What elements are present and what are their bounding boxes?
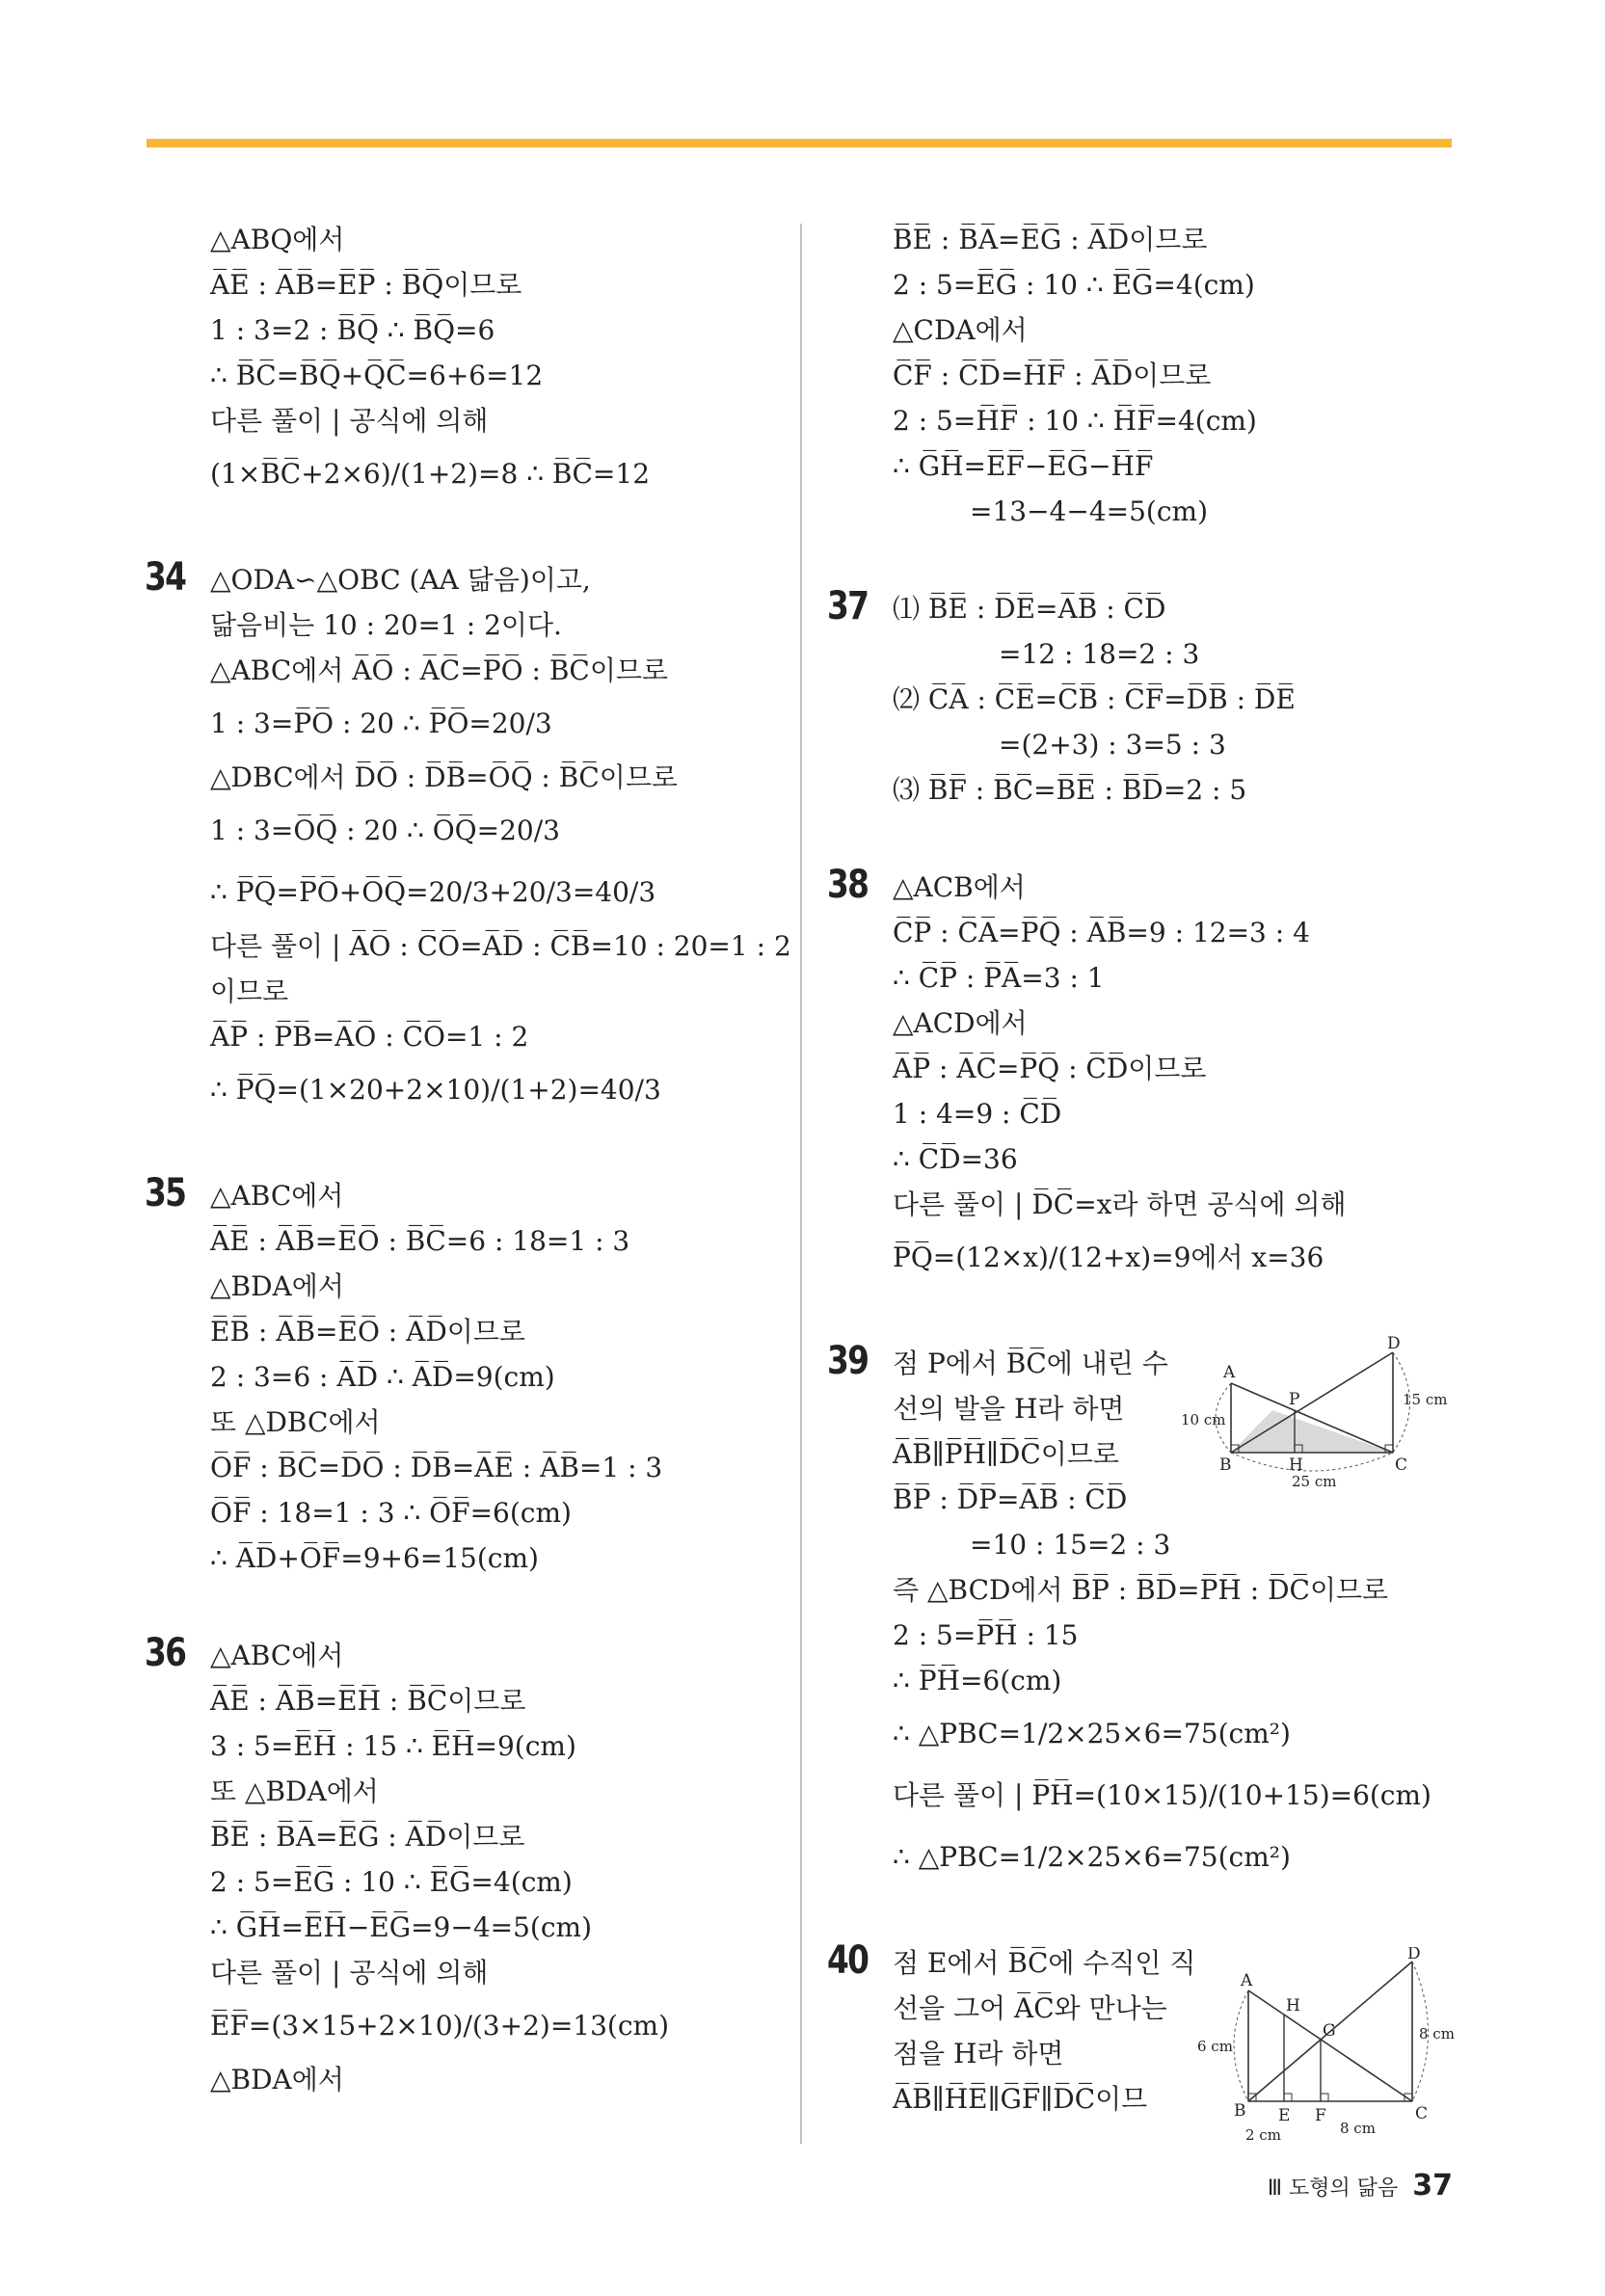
- solution-line: △DBC에서 D̅O̅ : D̅B̅=O̅Q̅ : B̅C̅이므로: [210, 761, 678, 793]
- solution-line: △ABQ에서: [210, 224, 345, 255]
- problem-34: [145, 555, 791, 1121]
- solution-line: △ODA∽△OBC (AA 닮음)이고,: [210, 564, 591, 596]
- point-label-c: C: [1395, 1455, 1408, 1475]
- problem-37: [827, 586, 1492, 813]
- solution-line: △ABC에서: [210, 1640, 344, 1671]
- solution-line: =13−4−4=5(cm): [970, 495, 1208, 527]
- solution-line: A̅B̅∥H̅E̅∥G̅F̅∥D̅C̅이므: [893, 2083, 1148, 2115]
- point-label-p: P: [1289, 1390, 1300, 1409]
- problem-number: 39: [827, 1339, 869, 1383]
- solution-line: (1×B̅C̅+2×6)/(1+2)=8 ∴ B̅C̅=12: [210, 458, 651, 490]
- solution-line: △CDA에서: [893, 314, 1028, 346]
- point-label-c: C: [1415, 2104, 1429, 2123]
- solution-line: ∴ B̅C̅=B̅Q̅+Q̅C̅=6+6=12: [210, 360, 544, 391]
- solution-line: C̅P̅ : C̅A̅=P̅Q̅ : A̅B̅=9 : 12=3 : 4: [893, 917, 1310, 948]
- dimension-fc: 8 cm: [1340, 2120, 1376, 2137]
- problem-36-continued: [827, 217, 1492, 534]
- solution-line: △ABC에서 A̅O̅ : A̅C̅=P̅O̅ : B̅C̅이므로: [210, 654, 668, 686]
- alternative-solution-line: 다른 풀이 | 공식에 의해: [210, 1957, 489, 1989]
- solution-line: A̅P̅ : A̅C̅=P̅Q̅ : C̅D̅이므로: [893, 1053, 1207, 1084]
- alternative-solution-line: 다른 풀이 | A̅O̅ : C̅O̅=A̅D̅ : C̅B̅=10 : 20=1 : 2: [210, 930, 791, 962]
- solution-line: ∴ C̅D̅=36: [893, 1143, 1018, 1175]
- point-label-e: E: [1278, 2106, 1291, 2125]
- point-label-a: A: [1241, 1971, 1253, 1990]
- left-column: [145, 217, 791, 2102]
- problem-38: [827, 865, 1492, 1289]
- solution-line: △ABC에서: [210, 1180, 344, 1212]
- problem-33-continued: [145, 217, 781, 505]
- solution-line: 즉 △BCD에서 B̅P̅ : B̅D̅=P̅H̅ : D̅C̅이므로: [893, 1574, 1389, 1606]
- solution-line: 또 △DBC에서: [210, 1406, 381, 1438]
- solution-line: 1 : 3=P̅O̅ : 20 ∴ P̅O̅=20/3: [210, 707, 552, 739]
- solution-line: ⑵ C̅A̅ : C̅E̅=C̅B̅ : C̅F̅=D̅B̅ : D̅E̅: [893, 683, 1296, 715]
- point-label-b: B: [1234, 2101, 1246, 2121]
- figure-40-diagram: [1195, 1947, 1465, 2145]
- solution-line: 점 E에서 B̅C̅에 수직인 직: [893, 1947, 1196, 1979]
- problem-number: 34: [145, 555, 186, 600]
- solution-line: 3 : 5=E̅H̅ : 15 ∴ E̅H̅=9(cm): [210, 1730, 576, 1762]
- point-label-h: H: [1286, 1996, 1300, 2016]
- header-accent-bar: [147, 139, 1452, 147]
- solution-line: 1 : 3=O̅Q̅ : 20 ∴ O̅Q̅=20/3: [210, 814, 560, 846]
- solution-line: ∴ G̅H̅=E̅H̅−E̅G̅=9−4=5(cm): [210, 1911, 592, 1943]
- solution-line: A̅E̅ : A̅B̅=E̅H̅ : B̅C̅이므로: [210, 1685, 526, 1717]
- problem-number: 37: [827, 584, 869, 628]
- page-number: 37: [1412, 2169, 1453, 2203]
- solution-line: ∴ P̅Q̅=(1×20+2×10)/(1+2)=40/3: [210, 1074, 661, 1106]
- solution-line: 2 : 5=E̅G̅ : 10 ∴ E̅G̅=4(cm): [893, 269, 1255, 301]
- point-label-d: D: [1407, 1947, 1421, 1963]
- solution-line: B̅E̅ : B̅A̅=E̅G̅ : A̅D̅이므로: [210, 1821, 525, 1853]
- solution-line: ∴ △PBC=1/2×25×6=75(cm²): [893, 1718, 1291, 1749]
- solution-line: 또 △BDA에서: [210, 1775, 379, 1807]
- chapter-title: Ⅲ 도형의 닮음: [1267, 2176, 1399, 2201]
- solution-line: ⑶ B̅F̅ : B̅C̅=B̅E̅ : B̅D̅=2 : 5: [893, 774, 1247, 806]
- solution-line: △BDA에서: [210, 1270, 344, 1302]
- solution-line: ∴ A̅D̅+O̅F̅=9+6=15(cm): [210, 1542, 539, 1574]
- dimension-dc: 8 cm: [1419, 2025, 1455, 2042]
- solution-line: =12 : 18=2 : 3: [999, 638, 1200, 670]
- problem-35: [145, 1173, 781, 1581]
- page-footer: [1268, 2169, 1453, 2203]
- solution-line: E̅B̅ : A̅B̅=E̅O̅ : A̅D̅이므로: [210, 1316, 525, 1348]
- problem-number: 36: [145, 1631, 186, 1675]
- solution-line: P̅Q̅=(12×x)/(12+x)=9에서 x=36: [893, 1241, 1324, 1273]
- alternative-solution-line: 다른 풀이 | D̅C̅=x라 하면 공식에 의해: [893, 1188, 1347, 1220]
- solution-line: 선을 그어 A̅C̅와 만나는: [893, 1992, 1167, 2024]
- solution-line: 점을 H라 하면: [893, 2038, 1064, 2069]
- solution-line: 2 : 5=H̅F̅ : 10 ∴ H̅F̅=4(cm): [893, 405, 1257, 437]
- solution-line: 2 : 5=P̅H̅ : 15: [893, 1619, 1079, 1651]
- point-label-f: F: [1315, 2106, 1326, 2125]
- point-label-a: A: [1223, 1363, 1236, 1382]
- dimension-bc: 25 cm: [1292, 1473, 1337, 1490]
- solution-line: =(2+3) : 3=5 : 3: [999, 729, 1226, 761]
- solution-line: ∴ P̅H̅=6(cm): [893, 1665, 1062, 1696]
- dimension-dc: 15 cm: [1403, 1391, 1448, 1408]
- dimension-be: 2 cm: [1245, 2126, 1281, 2144]
- solution-line: 2 : 5=E̅G̅ : 10 ∴ E̅G̅=4(cm): [210, 1866, 573, 1898]
- right-column: [827, 217, 1492, 2122]
- solution-line: ∴ △PBC=1/2×25×6=75(cm²): [893, 1841, 1291, 1873]
- solution-line: ∴ G̅H̅=E̅F̅−E̅G̅−H̅F̅: [893, 450, 1154, 482]
- solution-line: 점 P에서 B̅C̅에 내린 수: [893, 1348, 1168, 1379]
- solution-line: △ACB에서: [893, 871, 1026, 903]
- figure-39-diagram: [1181, 1335, 1460, 1499]
- point-label-b: B: [1219, 1455, 1232, 1475]
- solution-line: 1 : 4=9 : C̅D̅: [893, 1098, 1062, 1130]
- solution-line: =10 : 15=2 : 3: [970, 1529, 1171, 1561]
- problem-36: [145, 1633, 781, 2102]
- solution-line: ∴ P̅Q̅=P̅O̅+O̅Q̅=20/3+20/3=40/3: [210, 876, 656, 908]
- solution-line: A̅B̅∥P̅H̅∥D̅C̅이므로: [893, 1438, 1119, 1470]
- solution-line: 이므로: [210, 975, 289, 1007]
- point-label-g: G: [1323, 2021, 1336, 2041]
- solution-line: O̅F̅ : B̅C̅=D̅O̅ : D̅B̅=A̅E̅ : A̅B̅=1 : 3: [210, 1452, 663, 1483]
- solution-line: A̅P̅ : P̅B̅=A̅O̅ : C̅O̅=1 : 2: [210, 1021, 529, 1053]
- alternative-solution-line: 다른 풀이 | P̅H̅=(10×15)/(10+15)=6(cm): [893, 1779, 1431, 1811]
- solution-line: 1 : 3=2 : B̅Q̅ ∴ B̅Q̅=6: [210, 314, 495, 346]
- dimension-ab: 10 cm: [1181, 1411, 1226, 1428]
- solution-line: A̅E̅ : A̅B̅=E̅O̅ : B̅C̅=6 : 18=1 : 3: [210, 1225, 630, 1257]
- solution-line: B̅P̅ : D̅P̅=A̅B̅ : C̅D̅: [893, 1483, 1128, 1515]
- solution-line: C̅F̅ : C̅D̅=H̅F̅ : A̅D̅이므로: [893, 360, 1212, 391]
- problem-number: 38: [827, 863, 869, 907]
- solution-line: O̅F̅ : 18=1 : 3 ∴ O̅F̅=6(cm): [210, 1497, 572, 1529]
- column-divider: [800, 224, 802, 2144]
- solution-line: ⑴ B̅E̅ : D̅E̅=A̅B̅ : C̅D̅: [893, 593, 1166, 625]
- solution-line: B̅E̅ : B̅A̅=E̅G̅ : A̅D̅이므로: [893, 224, 1208, 255]
- solution-line: ∴ C̅P̅ : P̅A̅=3 : 1: [893, 962, 1105, 994]
- solution-line: 닮음비는 10 : 20=1 : 2이다.: [210, 609, 562, 641]
- alternative-solution-line: 다른 풀이 | 공식에 의해: [210, 405, 489, 437]
- point-label-h: H: [1289, 1455, 1303, 1475]
- solution-line: △ACD에서: [893, 1007, 1028, 1039]
- solution-line: △BDA에서: [210, 2064, 344, 2096]
- problem-number: 40: [827, 1938, 869, 1983]
- problem-number: 35: [145, 1171, 186, 1215]
- dimension-ab: 6 cm: [1197, 2038, 1233, 2055]
- point-label-d: D: [1387, 1335, 1401, 1353]
- solution-line: E̅F̅=(3×15+2×10)/(3+2)=13(cm): [210, 2010, 669, 2042]
- solution-line: 선의 발을 H라 하면: [893, 1393, 1125, 1425]
- solution-line: A̅E̅ : A̅B̅=E̅P̅ : B̅Q̅이므로: [210, 269, 522, 301]
- solution-line: 2 : 3=6 : A̅D̅ ∴ A̅D̅=9(cm): [210, 1361, 555, 1393]
